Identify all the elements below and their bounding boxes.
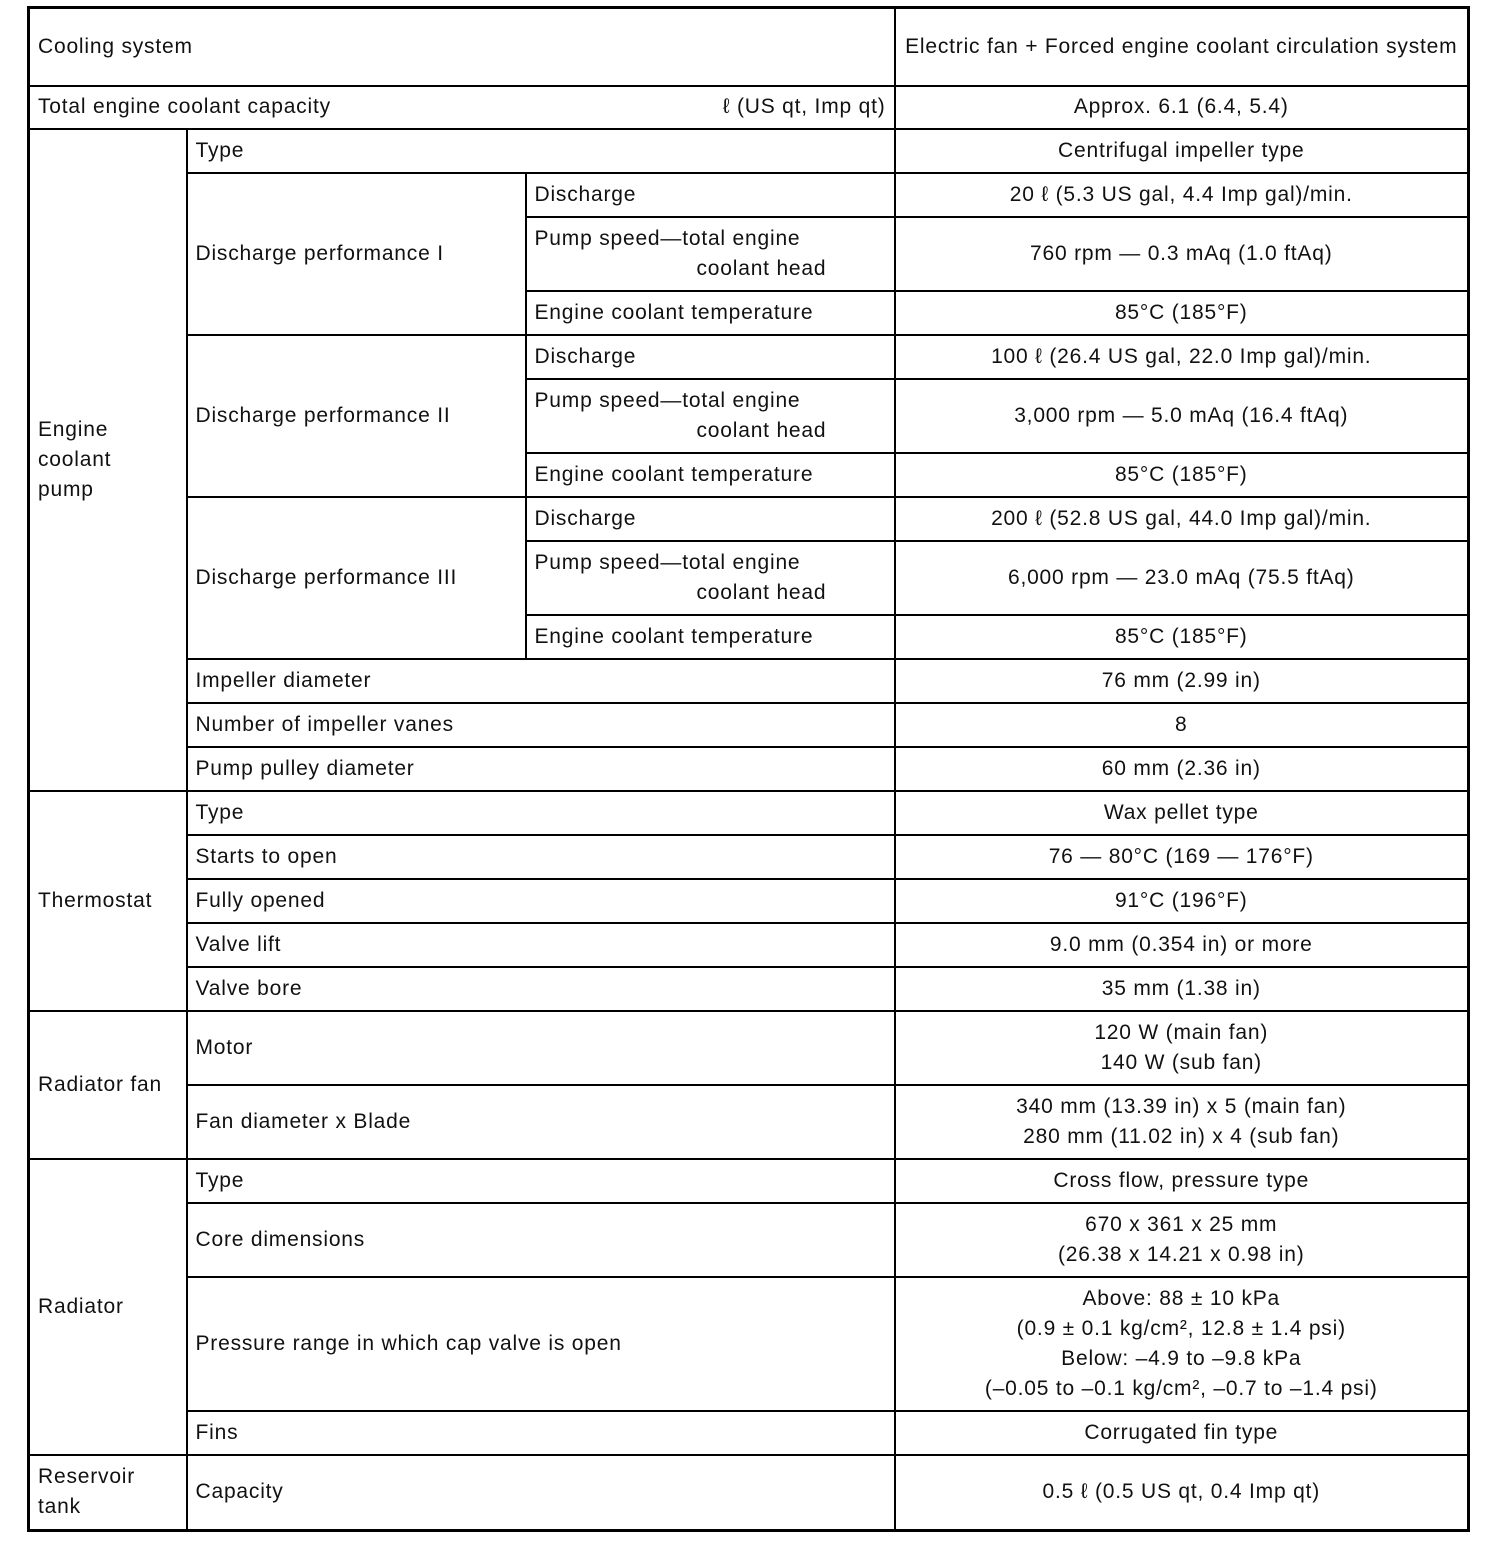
- pump-group-label: [29, 129, 187, 791]
- perf1-discharge-label: Discharge: [526, 173, 895, 217]
- impeller-vanes-value: 8: [895, 703, 1469, 747]
- fan-diameter-main: 340 mm (13.39 in) x 5 (main fan): [1016, 1094, 1347, 1118]
- pump-label-line: pump: [38, 477, 94, 501]
- perf3-discharge-label: Discharge: [526, 497, 895, 541]
- fully-opened-value: 91°C (196°F): [895, 879, 1469, 923]
- fan-motor-sub: 140 W (sub fan): [1100, 1050, 1262, 1074]
- perf2-temp-label: Engine coolant temperature: [526, 453, 895, 497]
- row-impeller-vanes: [29, 703, 1469, 747]
- perf1-label: Discharge performance I: [187, 173, 526, 335]
- core-dimensions-mm: 670 x 361 x 25 mm: [1085, 1212, 1278, 1236]
- fan-motor-label: Motor: [187, 1011, 895, 1085]
- thermostat-label: Thermostat: [29, 791, 187, 1011]
- valve-lift-label: Valve lift: [187, 923, 895, 967]
- perf2-speed-label: [526, 379, 895, 453]
- starts-to-open-label: Starts to open: [187, 835, 895, 879]
- total-capacity-label: Total engine coolant capacity: [38, 95, 331, 118]
- row-impeller-diameter: [29, 659, 1469, 703]
- perf3-speed-value: 6,000 rpm — 23.0 mAq (75.5 ftAq): [895, 541, 1469, 615]
- perf1-speed-value: 760 rpm — 0.3 mAq (1.0 ftAq): [895, 217, 1469, 291]
- reservoir-label-line: tank: [38, 1495, 81, 1519]
- row-cooling-system: [29, 8, 1469, 86]
- cap-pressure-value: [895, 1277, 1469, 1411]
- reservoir-label-line: Reservoir: [38, 1465, 136, 1489]
- perf3-discharge-value: 200 ℓ (52.8 US gal, 44.0 Imp gal)/min.: [895, 497, 1469, 541]
- perf1-temp-label: Engine coolant temperature: [526, 291, 895, 335]
- row-valve-bore: [29, 967, 1469, 1011]
- thermostat-type-value: Wax pellet type: [895, 791, 1469, 835]
- fan-motor-value: [895, 1011, 1469, 1085]
- pump-label-line: coolant: [38, 447, 112, 471]
- fully-opened-label: Fully opened: [187, 879, 895, 923]
- row-fully-opened: [29, 879, 1469, 923]
- cap-pressure-below-sub: (–0.05 to –0.1 kg/cm², –0.7 to –1.4 psi): [984, 1376, 1378, 1400]
- fins-label: Fins: [187, 1411, 895, 1455]
- total-capacity-cell: [29, 86, 895, 129]
- perf3-temp-value: 85°C (185°F): [895, 615, 1469, 659]
- row-fan-diameter: [29, 1085, 1469, 1159]
- reservoir-capacity-label: Capacity: [187, 1455, 895, 1531]
- perf2-temp-value: 85°C (185°F): [895, 453, 1469, 497]
- speed-label-line: Pump speed—total engine: [534, 226, 801, 250]
- impeller-diameter-label: Impeller diameter: [187, 659, 895, 703]
- perf1-temp-value: 85°C (185°F): [895, 291, 1469, 335]
- pump-label-line: Engine: [38, 417, 109, 441]
- speed-label-line: coolant head: [696, 418, 827, 442]
- valve-bore-value: 35 mm (1.38 in): [895, 967, 1469, 1011]
- radiator-label: Radiator: [29, 1159, 187, 1455]
- cap-pressure-above-sub: (0.9 ± 0.1 kg/cm², 12.8 ± 1.4 psi): [1016, 1316, 1346, 1340]
- row-fins: [29, 1411, 1469, 1455]
- core-dimensions-in: (26.38 x 14.21 x 0.98 in): [1058, 1242, 1305, 1266]
- perf2-discharge-label: Discharge: [526, 335, 895, 379]
- total-capacity-value: Approx. 6.1 (6.4, 5.4): [895, 86, 1469, 129]
- speed-label-line: coolant head: [696, 580, 827, 604]
- fan-diameter-label: Fan diameter x Blade: [187, 1085, 895, 1159]
- pulley-diameter-value: 60 mm (2.36 in): [895, 747, 1469, 791]
- core-dimensions-value: [895, 1203, 1469, 1277]
- cooling-system-label: Cooling system: [29, 8, 895, 86]
- cooling-system-value: Electric fan + Forced engine coolant circulation system: [895, 8, 1469, 86]
- perf3-temp-label: Engine coolant temperature: [526, 615, 895, 659]
- row-perf3-discharge: [29, 497, 1469, 541]
- perf2-speed-value: 3,000 rpm — 5.0 mAq (16.4 ftAq): [895, 379, 1469, 453]
- row-reservoir-capacity: [29, 1455, 1469, 1531]
- perf2-label: Discharge performance II: [187, 335, 526, 497]
- perf1-speed-label: [526, 217, 895, 291]
- speed-label-line: Pump speed—total engine: [534, 388, 801, 412]
- row-perf2-discharge: [29, 335, 1469, 379]
- radiator-fan-label: Radiator fan: [29, 1011, 187, 1159]
- thermostat-type-label: Type: [187, 791, 895, 835]
- row-pump-type: [29, 129, 1469, 173]
- cooling-spec-table: [27, 6, 1470, 1532]
- row-fan-motor: [29, 1011, 1469, 1085]
- fins-value: Corrugated fin type: [895, 1411, 1469, 1455]
- row-thermostat-type: [29, 791, 1469, 835]
- pulley-diameter-label: Pump pulley diameter: [187, 747, 895, 791]
- row-starts-to-open: [29, 835, 1469, 879]
- reservoir-capacity-value: 0.5 ℓ (0.5 US qt, 0.4 Imp qt): [895, 1455, 1469, 1531]
- perf3-label: Discharge performance III: [187, 497, 526, 659]
- row-core-dimensions: [29, 1203, 1469, 1277]
- perf1-discharge-value: 20 ℓ (5.3 US gal, 4.4 Imp gal)/min.: [895, 173, 1469, 217]
- row-pulley-diameter: [29, 747, 1469, 791]
- fan-motor-main: 120 W (main fan): [1094, 1020, 1269, 1044]
- row-perf1-discharge: [29, 173, 1469, 217]
- pump-type-label: Type: [187, 129, 895, 173]
- cap-pressure-label: Pressure range in which cap valve is open: [187, 1277, 895, 1411]
- row-radiator-type: [29, 1159, 1469, 1203]
- row-valve-lift: [29, 923, 1469, 967]
- cap-pressure-below: Below: –4.9 to –9.8 kPa: [1061, 1346, 1302, 1370]
- total-capacity-unit: ℓ (US qt, Imp qt): [722, 95, 886, 118]
- row-cap-pressure: [29, 1277, 1469, 1411]
- valve-lift-value: 9.0 mm (0.354 in) or more: [895, 923, 1469, 967]
- radiator-type-value: Cross flow, pressure type: [895, 1159, 1469, 1203]
- starts-to-open-value: 76 — 80°C (169 — 176°F): [895, 835, 1469, 879]
- impeller-diameter-value: 76 mm (2.99 in): [895, 659, 1469, 703]
- radiator-type-label: Type: [187, 1159, 895, 1203]
- speed-label-line: coolant head: [696, 256, 827, 280]
- perf2-discharge-value: 100 ℓ (26.4 US gal, 22.0 Imp gal)/min.: [895, 335, 1469, 379]
- core-dimensions-label: Core dimensions: [187, 1203, 895, 1277]
- cap-pressure-above: Above: 88 ± 10 kPa: [1082, 1286, 1281, 1310]
- pump-type-value: Centrifugal impeller type: [895, 129, 1469, 173]
- perf3-speed-label: [526, 541, 895, 615]
- fan-diameter-value: [895, 1085, 1469, 1159]
- fan-diameter-sub: 280 mm (11.02 in) x 4 (sub fan): [1023, 1124, 1340, 1148]
- impeller-vanes-label: Number of impeller vanes: [187, 703, 895, 747]
- valve-bore-label: Valve bore: [187, 967, 895, 1011]
- row-total-capacity: [29, 86, 1469, 129]
- speed-label-line: Pump speed—total engine: [534, 550, 801, 574]
- reservoir-label: [29, 1455, 187, 1531]
